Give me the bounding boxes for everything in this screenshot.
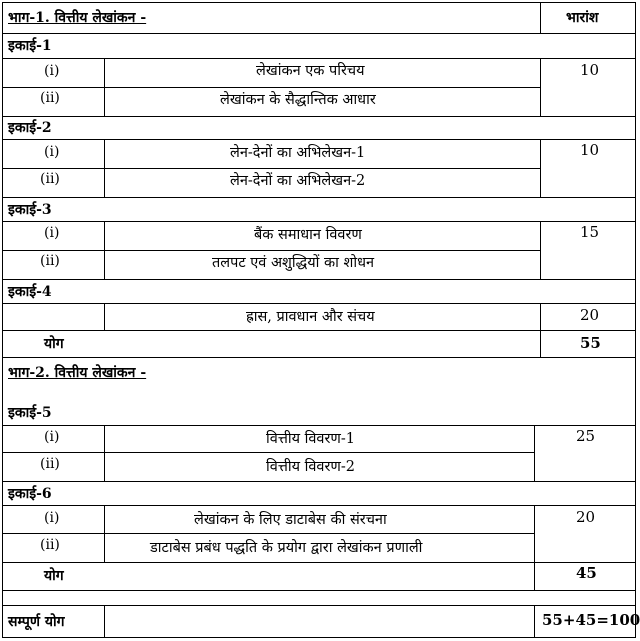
column-divider bbox=[540, 58, 541, 117]
column-divider bbox=[534, 505, 535, 591]
column-divider bbox=[540, 139, 541, 198]
row-number: (ii) bbox=[40, 456, 60, 472]
row-divider bbox=[2, 505, 636, 506]
row-number: (ii) bbox=[40, 537, 60, 553]
topic: लेन-देनों का अभिलेखन-1 bbox=[230, 145, 366, 161]
unit-4-marks: 20 bbox=[580, 306, 600, 324]
column-divider bbox=[540, 303, 541, 358]
row-number: (ii) bbox=[40, 253, 60, 269]
row-divider bbox=[2, 605, 636, 606]
column-divider bbox=[540, 2, 541, 34]
column-divider bbox=[104, 58, 105, 117]
row-divider bbox=[2, 250, 540, 251]
unit-6-marks: 20 bbox=[576, 508, 596, 526]
row-divider bbox=[2, 481, 636, 482]
grand-total-label: सम्पूर्ण योग bbox=[8, 614, 65, 630]
row-number: (i) bbox=[44, 429, 60, 445]
row-number: (i) bbox=[44, 225, 60, 241]
row-divider bbox=[2, 168, 540, 169]
row-divider bbox=[2, 425, 636, 426]
topic: लेखांकन एक परिचय bbox=[256, 63, 365, 79]
part2-total: 45 bbox=[576, 564, 597, 582]
column-divider bbox=[104, 605, 105, 638]
part2-title: भाग-2. वित्तीय लेखांकन - bbox=[8, 365, 147, 381]
unit-3-marks: 15 bbox=[580, 223, 600, 241]
topic: ह्रास, प्रावधान और संचय bbox=[246, 309, 375, 325]
row-number: (i) bbox=[44, 510, 60, 526]
row-divider bbox=[2, 87, 540, 88]
unit-1-marks: 10 bbox=[580, 61, 600, 79]
topic: डाटाबेस प्रबंध पद्धति के प्रयोग द्वारा लेखांकन प्रणाली bbox=[150, 540, 423, 556]
row-divider bbox=[2, 533, 534, 534]
unit-4-label: इकाई-4 bbox=[8, 284, 52, 300]
topic: तलपट एवं अशुद्धियों का शोधन bbox=[212, 255, 375, 271]
column-divider bbox=[104, 425, 105, 482]
row-number: (i) bbox=[44, 144, 60, 160]
row-number: (i) bbox=[44, 63, 60, 79]
row-divider bbox=[2, 590, 636, 591]
column-divider bbox=[534, 425, 535, 482]
topic: वित्तीय विवरण-2 bbox=[266, 459, 356, 475]
row-divider bbox=[2, 562, 636, 563]
weightage-header: भारांश bbox=[566, 10, 599, 26]
column-divider bbox=[104, 221, 105, 280]
part1-total: 55 bbox=[580, 334, 601, 352]
topic: बैंक समाधान विवरण bbox=[254, 227, 362, 243]
unit-5-marks: 25 bbox=[576, 427, 596, 445]
column-divider bbox=[104, 303, 105, 331]
part1-total-label: योग bbox=[44, 336, 64, 352]
row-divider bbox=[2, 452, 534, 453]
unit-2-label: इकाई-2 bbox=[8, 120, 52, 136]
column-divider bbox=[104, 139, 105, 198]
part2-total-label: योग bbox=[44, 568, 64, 584]
unit-5-label: इकाई-5 bbox=[8, 405, 52, 421]
topic: लेन-देनों का अभिलेखन-2 bbox=[230, 173, 366, 189]
column-divider bbox=[540, 221, 541, 280]
topic: लेखांकन के लिए डाटाबेस की संरचना bbox=[194, 512, 387, 528]
column-divider bbox=[534, 605, 535, 638]
topic: वित्तीय विवरण-1 bbox=[266, 431, 356, 447]
row-number: (ii) bbox=[40, 171, 60, 187]
unit-1-label: इकाई-1 bbox=[8, 38, 52, 54]
column-divider bbox=[104, 505, 105, 563]
part1-title: भाग-1. वित्तीय लेखांकन - bbox=[8, 10, 147, 26]
grand-total-value: 55+45=100 bbox=[542, 611, 640, 629]
unit-2-marks: 10 bbox=[580, 141, 600, 159]
row-number: (ii) bbox=[40, 90, 60, 106]
unit-6-label: इकाई-6 bbox=[8, 486, 52, 502]
unit-3-label: इकाई-3 bbox=[8, 202, 52, 218]
topic: लेखांकन के सैद्धान्तिक आधार bbox=[220, 92, 376, 108]
